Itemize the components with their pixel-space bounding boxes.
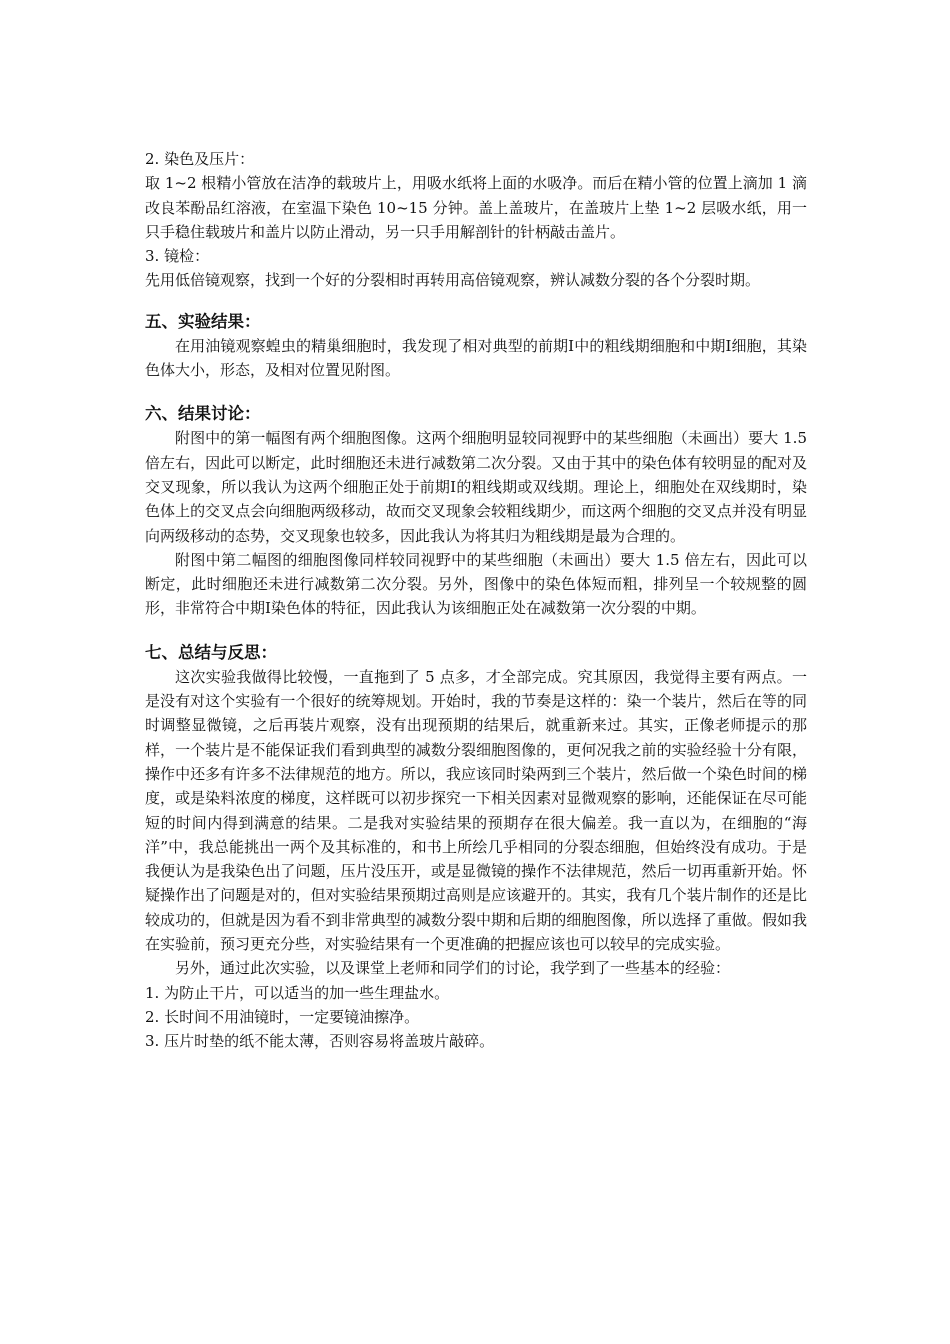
section6-paragraph-2: 附图中第二幅图的细胞图像同样较同视野中的某些细胞（未画出）要大 1.5 倍左右，因此可以断定，此时细胞还未进行减数第二次分裂。另外，图像中的染色体短而粗，排列呈一个较规整的圆形，非常符合中期Ⅰ染色体的特征，因此我认为该细胞正处在减数第一次分裂的中期。	[145, 550, 807, 618]
step3-title: 3. 镜检：	[145, 247, 210, 266]
section6-paragraph-1: 附图中的第一幅图有两个细胞图像。这两个细胞明显较同视野中的某些细胞（未画出）要大 1.5 倍左右，因此可以断定，此时细胞还未进行减数第二次分裂。又由于其中的染色体有较明显的配对及交叉现象，所以我认为这两个细胞正处于前期Ⅰ的粗线期或双线期。理论上，细胞处在双线期时，染色体上的交叉点会向细胞两级移动，故而交叉现象会较粗线期少，而这两个细胞的交叉点并没有明显向两级移动的态势，交叉现象也较多，因此我认为将其归为粗线期是最为合理的。	[145, 429, 807, 545]
step2-title: 2. 染色及压片：	[145, 150, 255, 168]
tip-item: 2. 长时间不用油镜时，一定要镜油擦净。	[145, 1007, 420, 1026]
section7-paragraph-1: 这次实验我做得比较慢，一直拖到了 5 点多，才全部完成。究其原因，我觉得主要有两点。一是没有对这个实验有一个很好的统筹规划。开始时，我的节奏是这样的：染一个装片，然后在等的同时调整显微镜，之后再装片观察，没有出现预期的结果后，就重新来过。其实，正像老师提示的那样，一个装片是不能保证我们看到典型的减数分裂细胞图像的，更何况我之前的实验经验十分有限，操作中还多有许多不法律规范的地方。所以，我应该同时染两到三个装片，然后做一个染色时间的梯度，或是染料浓度的梯度，这样既可以初步探究一下相关因素对显微观察的影响，还能保证在尽可能短的时间内得到满意的结果。二是我对实验结果的预期存在很大偏差。我一直以为，在细胞的“海洋”中，我总能挑出一两个及其标准的，和书上所绘几乎相同的分裂态细胞，但始终没有成功。于是我便认为是我染色出了问题，压片没压开，或是显微镜的操作不法律规范，然后一切再重新开始。怀疑操作出了问题是对的，但对实验结果预期过高则是应该避开的。其实，我有几个装片制作的还是比较成功的，但就是因为看不到非常典型的减数分裂中期和后期的细胞图像，所以选择了重做。假如我在实验前，预习更充分些，对实验结果有一个更准确的把握应该也可以较早的完成实验。	[145, 667, 807, 954]
section5-paragraph: 在用油镜观察蝗虫的精巢细胞时，我发现了相对典型的前期Ⅰ中的粗线期细胞和中期Ⅰ细胞，其染色体大小，形态，及相对位置见附图。	[145, 336, 807, 380]
section5-heading: 五、实验结果：	[145, 311, 261, 331]
tip-item: 3. 压片时垫的纸不能太薄，否则容易将盖玻片敲碎。	[145, 1032, 495, 1051]
document-body	[145, 147, 807, 1054]
section7-paragraph-2: 另外，通过此次实验，以及课堂上老师和同学们的讨论，我学到了一些基本的经验：	[175, 959, 731, 978]
step2-text: 取 1~2 根精小管放在洁净的载玻片上，用吸水纸将上面的水吸净。而后在精小管的位置上滴加 1 滴改良苯酚品红溶液，在室温下染色 10~15 分钟。盖上盖玻片，在盖玻片上垫 1~2 层吸水纸，用一只手稳住载玻片和盖片以防止滑动，另一只手用解剖针的针柄敲击盖片。	[145, 174, 807, 241]
section6-heading: 六、结果讨论：	[145, 404, 261, 424]
tip-item: 1. 为防止干片，可以适当的加一些生理盐水。	[145, 983, 450, 1002]
step3-text: 先用低倍镜观察，找到一个好的分裂相时再转用高倍镜观察，辨认减数分裂的各个分裂时期。	[145, 271, 761, 290]
section7-heading: 七、总结与反思：	[145, 642, 277, 662]
